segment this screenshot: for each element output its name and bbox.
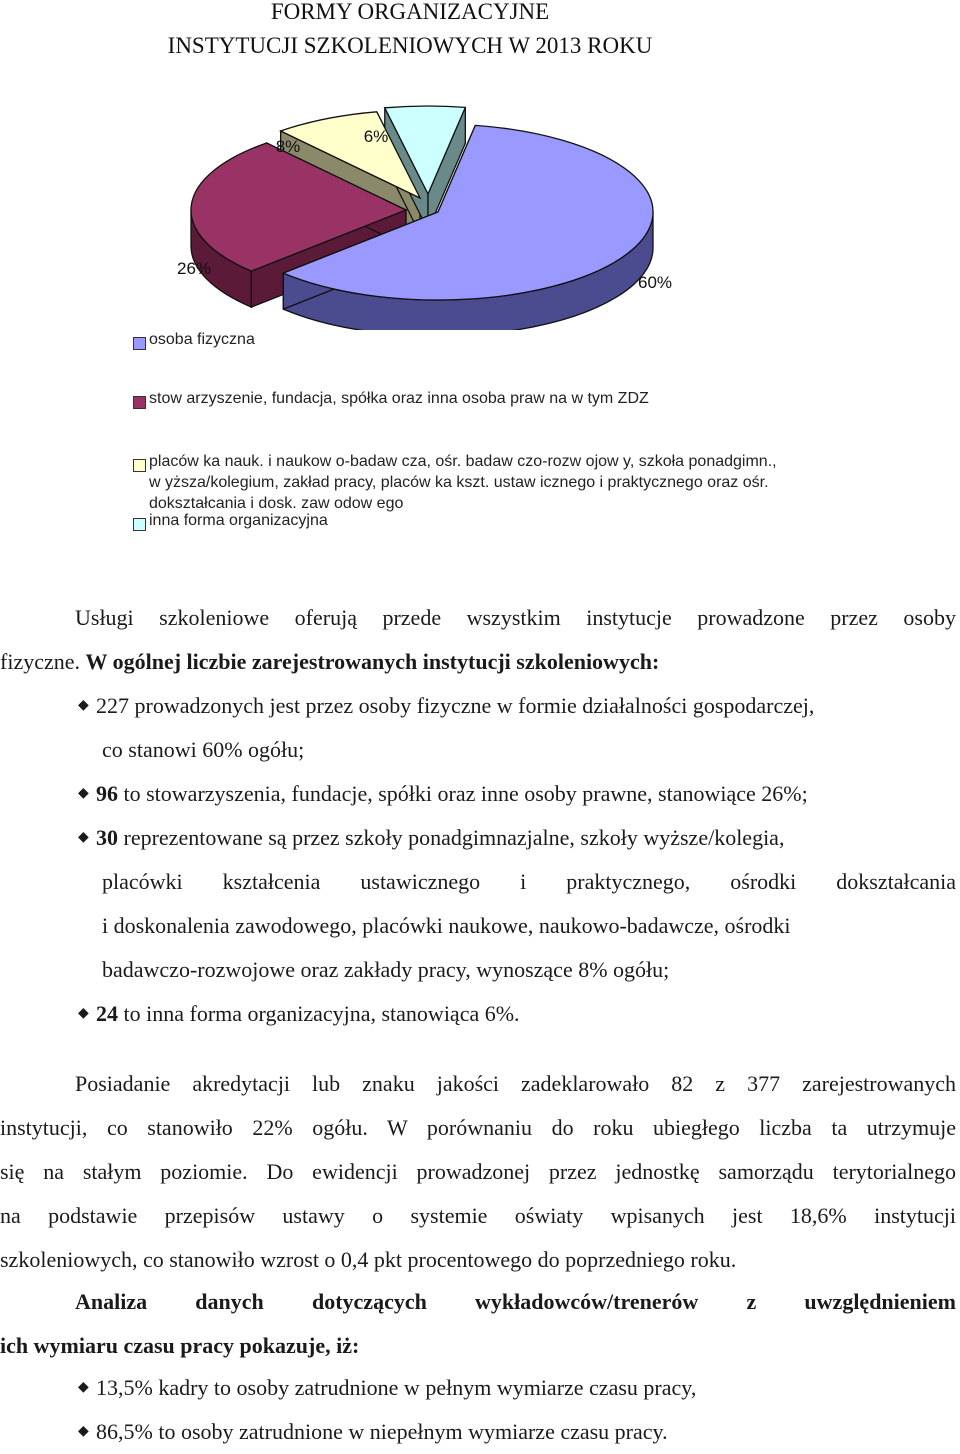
pie-chart (0, 0, 960, 330)
bullet-text: to inna forma organizacyjna, stanowiąca 6%. (118, 1001, 520, 1026)
bullet-text: to stowarzyszenia, fundacje, spółki oraz inne osoby prawne, stanowiące 26%; (118, 781, 808, 806)
diamond-bullet-icon: ◆ (78, 830, 89, 845)
paragraph-trainers (0, 1280, 956, 1368)
diamond-bullet-icon: ◆ (78, 786, 89, 801)
legend-label: stow arzyszenie, fundacja, spółka oraz inna osoba praw na w tym ZDZ (149, 390, 649, 407)
paragraph-line: się na stałym poziomie. Do ewidencji prowadzonej przez jednostkę samorządu terytorialnego (0, 1159, 956, 1184)
bullet-number: 96 (96, 781, 118, 806)
bullet-text-cont: co stanowi 60% ogółu; (102, 737, 305, 762)
bullet-number: 30 (96, 825, 118, 850)
chart-title-line1: FORMY ORGANIZACYJNE (270, 0, 550, 24)
paragraph-intro (0, 596, 956, 684)
bullet-text: 86,5% to osoby zatrudnione w niepełnym wymiarze czasu pracy. (96, 1419, 668, 1444)
paragraph-line: instytucji, co stanowiło 22% ogółu. W porównaniu do roku ubiegłego liczba ta utrzymuje (0, 1115, 956, 1140)
diamond-bullet-icon: ◆ (78, 698, 89, 713)
bullet-text-cont: placówki kształcenia ustawicznego i praktycznego, ośrodki dokształcania (102, 869, 956, 894)
bullet-text-cont: badawczo-rozwojowe oraz zakłady pracy, wynoszące 8% ogółu; (102, 957, 670, 982)
pie-data-label: 60% (637, 273, 673, 292)
diamond-bullet-icon: ◆ (78, 1006, 89, 1021)
paragraph-line: Usługi szkoleniowe oferują przede wszystkim instytucje prowadzone przez osoby (75, 605, 956, 630)
paragraph-line: na podstawie przepisów ustawy o systemie oświaty wpisanych jest 18,6% instytucji (0, 1203, 956, 1228)
pie-data-label: 26% (176, 259, 212, 278)
paragraph-line: Posiadanie akredytacji lub znaku jakości zadeklarowało 82 z 377 zarejestrowanych (75, 1071, 956, 1096)
legend-swatch (133, 337, 146, 350)
paragraph-line-start: fizyczne. (0, 649, 86, 674)
legend-swatch (133, 459, 146, 472)
bullet-text-cont: i doskonalenia zawodowego, placówki naukowe, naukowo-badawcze, ośrodki (102, 913, 791, 938)
paragraph-line: Analiza danych dotyczących wykładowców/trenerów z uwzględnieniem (75, 1289, 956, 1314)
diamond-bullet-icon: ◆ (78, 1380, 89, 1395)
paragraph-line: ich wymiaru czasu pracy pokazuje, iż: (0, 1333, 360, 1358)
legend-label: osoba fizyczna (149, 331, 255, 348)
paragraph-bold-lead: W ogólnej liczbie zarejestrowanych instytucji szkoleniowych: (85, 649, 660, 674)
legend-label: placów ka nauk. i naukow o-badaw cza, ośr. badaw czo-rozw ojow y, szkoła ponadgimn., w yższa/kolegium, zakład pracy, placów ka kszt. ustaw icznego i praktycznego oraz ośr. dokształcania i dosk. zaw odow ego (149, 453, 777, 512)
pie-data-label: 8% (275, 137, 301, 156)
legend-label: inna forma organizacyjna (149, 512, 328, 529)
bullet-text: 13,5% kadry to osoby zatrudnione w pełnym wymiarze czasu pracy, (96, 1375, 697, 1400)
diamond-bullet-icon: ◆ (78, 1424, 89, 1439)
bullet-number: 24 (96, 1001, 118, 1026)
bullet-text: reprezentowane są przez szkoły ponadgimnazjalne, szkoły wyższe/kolegia, (118, 825, 785, 850)
paragraph-accreditation (0, 1062, 956, 1282)
paragraph-line: szkoleniowych, co stanowiło wzrost o 0,4 pkt procentowego do poprzedniego roku. (0, 1247, 737, 1272)
legend-swatch (133, 396, 146, 409)
bullet-text: 227 prowadzonych jest przez osoby fizyczne w formie działalności gospodarczej, (96, 693, 815, 718)
legend-swatch (133, 518, 146, 531)
pie-data-label: 6% (363, 127, 389, 146)
chart-title-line2: INSTYTUCJI SZKOLENIOWYCH W 2013 ROKU (167, 33, 653, 58)
